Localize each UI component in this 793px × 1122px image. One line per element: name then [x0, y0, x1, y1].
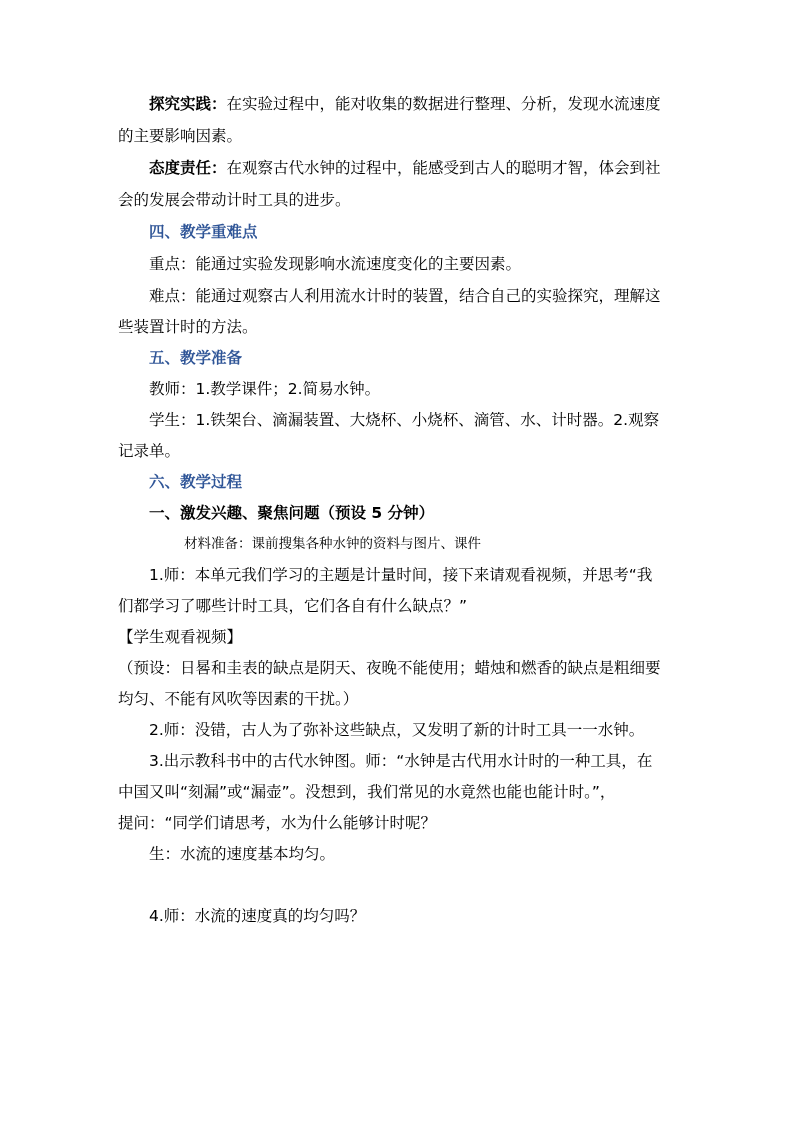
teacher-prep: 教师：1.教学课件；2.简易水钟。: [149, 380, 381, 398]
practice-text: 在实验过程中，能对收集的数据进行整理、分析，发现水流速度: [226, 95, 661, 113]
step1-line2: 们都学习了哪些计时工具，它们各自有什么缺点？”: [118, 597, 468, 615]
attitude-label: 态度责任：: [149, 159, 227, 177]
difficult-point-line1: 难点：能通过观察古人利用流水计时的装置，结合自己的实验探究，理解这: [149, 287, 661, 305]
paragraph-attitude-line2: 会的发展会带动计时工具的进步。: [118, 191, 351, 209]
paragraph-practice-line1: [149, 94, 673, 114]
section-heading-4: 四、教学重难点: [149, 223, 258, 241]
step3-line3: 提问：“同学们请思考，水为什么能够计时呢？: [118, 814, 437, 832]
student-watch-video: 【学生观看视频】: [118, 628, 243, 646]
key-point: 重点：能通过实验发现影响水流速度变化的主要因素。: [149, 255, 522, 273]
student-prep-line2: 记录单。: [118, 442, 181, 460]
difficult-point-line2: 些装置计时的方法。: [118, 318, 258, 336]
paragraph-practice-line2: 的主要影响因素。: [118, 127, 243, 145]
section-heading-5: 五、教学准备: [149, 349, 243, 367]
step1-line1: 1.师：本单元我们学习的主题是计量时间，接下来请观看视频，并思考“我: [149, 566, 653, 584]
attitude-text: 在观察古代水钟的过程中，能感受到古人的聪明才智，体会到社: [226, 159, 661, 177]
preset-line1: （预设：日晷和圭表的缺点是阴天、夜晚不能使用；蜡烛和燃香的缺点是粗细要: [118, 659, 661, 677]
step3-line2: 中国又叫“刻漏”或“漏壶”。没想到，我们常见的水竟然也能也能计时。”，: [118, 783, 616, 801]
step2: 2.师：没错，古人为了弥补这些缺点，又发明了新的计时工具一一水钟。: [149, 721, 645, 739]
materials-note: 材料准备：课前搜集各种水钟的资料与图片、课件: [184, 536, 481, 552]
paragraph-attitude-line1: [149, 158, 673, 178]
subsection-heading-1: 一、激发兴趣、聚焦问题（预设 5 分钟）: [149, 504, 435, 522]
step4: 4.师：水流的速度真的均匀吗？: [149, 907, 366, 925]
student-answer: 生：水流的速度基本均匀。: [149, 845, 336, 863]
practice-label: 探究实践：: [149, 95, 227, 113]
preset-line2: 均匀、不能有风吹等因素的干扰。）: [118, 690, 359, 708]
student-prep-line1: 学生：1.铁架台、滴漏装置、大烧杯、小烧杯、滴管、水、计时器。2.观察: [149, 411, 660, 429]
step3-line1: 3.出示教科书中的古代水钟图。师：“水钟是古代用水计时的一种工具，在: [149, 752, 653, 770]
section-heading-6: 六、教学过程: [149, 473, 243, 491]
